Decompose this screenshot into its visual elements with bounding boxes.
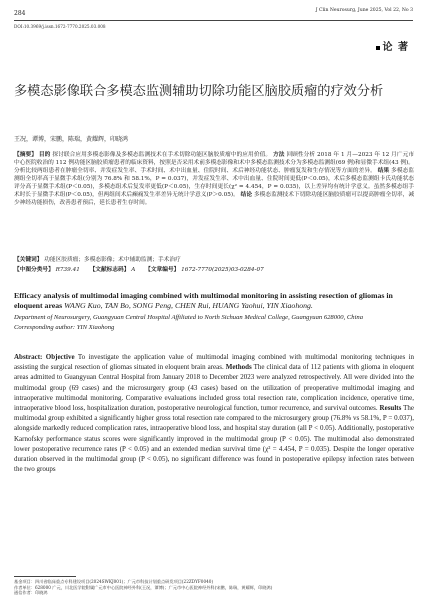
chinese-abstract: [14, 151, 414, 207]
abstract-label: 【摘要】: [14, 152, 38, 158]
header-rule: [14, 20, 413, 21]
keywords-text: 功能区胶质瘤；多模态影像；术中辅助监测；手术治疗: [44, 257, 181, 263]
article-title: 多模态影像联合多模态监测辅助切除功能区脑胶质瘤的疗效分析: [14, 84, 384, 99]
affiliation-text: Department of Neurosurgery, Guangyuan Central Hospital Affiliated to North Sichuan Medical College, Guangyuan 628000, China: [14, 314, 364, 321]
english-abstract: [14, 352, 414, 474]
results-label: 结果: [377, 168, 390, 174]
footnote-rule: [14, 576, 76, 577]
en-objective-label: Objective: [45, 353, 75, 361]
clc-value: R739.41: [55, 267, 80, 273]
objective-text: 探讨联合应用多模态影像及多模态监测技术在手术切除功能区脑胶质瘤中的应用价值。: [52, 152, 272, 158]
journal-header: J Clin Neurosurg, June 2025, Vol 22, No 3: [315, 8, 413, 13]
doc-code-value: A: [131, 267, 136, 273]
en-methods-label: Methods: [225, 363, 252, 372]
conclusion-label: 结论: [240, 192, 253, 198]
english-title: [14, 291, 414, 311]
en-results-label: Results: [379, 404, 402, 413]
doc-code-label: 【文献标志码】: [89, 267, 130, 273]
keywords-label: 【关键词】: [14, 257, 43, 263]
results-text: 多模态监测组全切率高于显微手术组(分别为 76.8% 和 58.1%，P = 0.037)，并发症发生率、术中出血量、住院时间更低(P＜0.05)，术后多模态监测组卡氏功能状态评分高于显微手术组(P＜0.05)，多模态组术后复发率更低(P＜0.05)，生存时间更长(χ² = 4.454，P = 0.035)，以上差异均有统计学意义。虽然多模态组手术时长于显微手术组(P＜0.05)，但两组间术后癫痫发生率差异无统计学意义(P＞0.05)。: [14, 168, 415, 198]
clc-label: 【中图分类号】: [14, 267, 54, 273]
page-number: 284: [14, 10, 26, 17]
en-abstract-label: Abstract:: [14, 353, 43, 361]
article-id-value: 1672-7770(2025)03-0284-07: [181, 267, 264, 273]
methods-text: 回顾性分析 2018 年 1 月—2023 年 12 月广元市中心医院收治的 112 例功能区脑胶质瘤患者的临床资料，按照是否采用术前多模态影像和术中多模态监测技术分为多模态监测组(69 例)和显微手术组(43 例)。分析比较两组患者在肿瘤全切率、并发症发生率、手术时间、术中出血量、住院时间、术后神经功能状态、肿瘤复发和生存情况等方面的差异。: [14, 152, 415, 174]
classification-row: [14, 266, 414, 274]
en-results-text: The multimodal group exhibited a significantly higher gross total resection rate compared to the microsurgery group (76.8% vs 58.1%, P = 0.037), alongside markedly reduced complication rates, intraoperative blood loss, and hospital stay duration (all P < 0.05). Additionally, postoperative Karnofsky performance status scores were significantly improved in the multimodal group (P < 0.05). The multimodal also demonstrated lower postoperative recurrence rates (P < 0.05) and an extended median survival time (χ² = 4.454, P = 0.035). Despite the longer operative duration observed in the multimodal group (P < 0.05), no significant difference was found in postoperative epilepsy infection rates between the two groups: [14, 404, 414, 474]
conclusion-text: 多模态监测技术下切除功能区脑胶质瘤可以提高肿瘤全切率，减少神经功能损伤，改善患者预后，延长患者生存时间。: [14, 192, 415, 206]
en-methods-text: The clinical data of 112 patients with glioma in eloquent areas admitted to Guangyuan Central Hospital from January 2018 to December 2023 were analyzed retrospectively. All were divided into the multimodal group (69 cases) and the microsurgery group (43 cases) based on the utilization of preoperative multimodal imaging and intraoperative multimodal monitoring. Comparative evaluations included gross total resection rate, complication incidence, operative time, intraoperative blood loss, hospitalization duration, postoperative neurological function, tumor recurrence, and survival outcomes.: [14, 363, 415, 413]
corresponding-note: 通信作者：印晓鸿: [14, 590, 48, 596]
english-affiliation: [14, 313, 414, 333]
article-id-label: 【文章编号】: [145, 267, 180, 273]
affiliation-note: 作者单位：628000 广元，川北医学院附属广元市中心医院神经外科(王况，谭博)；广元市中心医院神经外科(宋鹏，陈瑞，黄耀辉，印晓鸿): [14, 584, 273, 590]
section-label: 论 著: [376, 38, 409, 53]
en-objective-text: To investigate the application value of multimodal imaging combined with multimodal monitoring techniques in assisting the surgical resection of gliomas situated in eloquent brain areas.: [14, 353, 415, 372]
corresponding-author: Corresponding author: YIN Xiaohong: [14, 324, 115, 331]
funding-note: 基金项目：四川省临床重点专科建设项目(2024SWKJ001)；广元市科技计划重点研发项目(22ZDYF0040): [14, 579, 214, 584]
objective-label: 目的: [38, 152, 51, 158]
english-title-text: Efficacy analysis of multimodal imaging combined with multimodal monitoring in assisting resection of gliomas in eloquent areas: [14, 291, 393, 310]
keywords: [14, 256, 414, 264]
english-authors: WANG Kuo, TAN Bo, SONG Peng, CHEN Rui, HUANG Yaohui, YIN Xiaohong.: [64, 301, 313, 310]
author-list: 王况，谭博，宋鹏，陈瑞，黄耀辉，印晓鸿: [14, 136, 129, 143]
footnotes: [14, 579, 414, 596]
methods-label: 方法: [272, 152, 285, 158]
doi: DOI:10.3969/j.issn.1672-7770.2025.03.008: [14, 24, 106, 29]
